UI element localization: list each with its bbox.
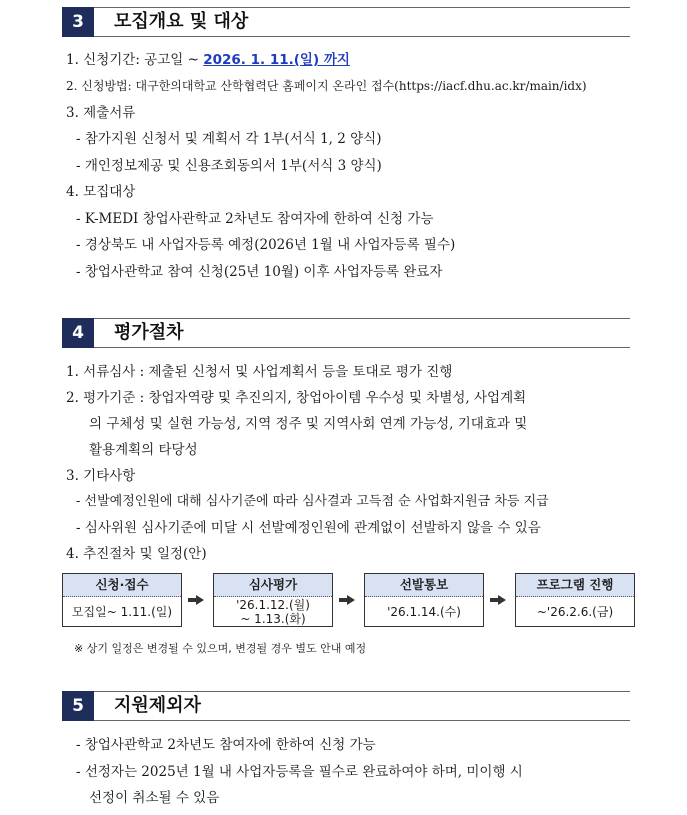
apply-deadline: 2026. 1. 11.(일) 까지 [203, 52, 350, 68]
section-title: 모집개요 및 대상 [114, 11, 249, 32]
exclusion-item-2: - 선정자는 2025년 1월 내 사업자등록을 필수로 완료하여야 하며, 미이행 시 [76, 764, 523, 780]
flow-step-date: '26.1.12.(월) ~ 1.13.(화) [236, 598, 310, 626]
documents-item-2: - 개인정보제공 및 신용조회동의서 1부(서식 3 양식) [76, 158, 382, 174]
flow-step-apply [62, 573, 182, 627]
documents-item-1: - 참가지원 신청서 및 계획서 각 1부(서식 1, 2 양식) [76, 131, 382, 147]
apply-method: 2. 신청방법: 대구한의대학교 산학협력단 홈페이지 온라인 접수(https://iacf.dhu.ac.kr/main/idx) [66, 79, 587, 93]
target-heading: 4. 모집대상 [66, 184, 136, 200]
criteria-line-2: 의 구체성 및 실현 가능성, 지역 정주 및 지역사회 연계 가능성, 기대효과 및 [89, 416, 528, 432]
section-number: 4 [62, 318, 94, 348]
section-4-header [62, 318, 630, 348]
apply-period-label: 1. 신청기간: 공고일 ~ [66, 52, 204, 68]
schedule-heading: 4. 추진절차 및 일정(안) [66, 546, 207, 562]
flow-step-date: ~'26.2.6.(금) [536, 605, 614, 619]
documents-heading: 3. 제출서류 [66, 105, 136, 121]
flow-step-program [515, 573, 635, 627]
arrow-right-icon [339, 595, 355, 605]
criteria-line-1: 2. 평가기준 : 창업자역량 및 추진의지, 창업아이템 우수성 및 차별성, 사업계획 [66, 390, 527, 406]
other-heading: 3. 기타사항 [66, 468, 136, 484]
section-title: 지원제외자 [114, 695, 201, 716]
flow-step-date: '26.1.14.(수) [387, 605, 461, 619]
section-3-header [62, 7, 630, 37]
other-item-1: - 선발예정인원에 대해 심사기준에 따라 심사결과 고득점 순 사업화지원금 차등 지급 [76, 494, 549, 509]
doc-review: 1. 서류심사 : 제출된 신청서 및 사업계획서 등을 토대로 평가 진행 [66, 364, 453, 380]
section-number: 5 [62, 691, 94, 721]
target-item-1: - K-MEDI 창업사관학교 2차년도 참여자에 한하여 신청 가능 [76, 211, 434, 227]
flow-step-notice [364, 573, 484, 627]
flow-step-date: 모집일~ 1.11.(일) [71, 605, 173, 619]
flow-step-title: 프로그램 진행 [516, 574, 634, 597]
schedule-note: ※ 상기 일정은 변경될 수 있으며, 변경될 경우 별도 안내 예정 [74, 642, 367, 655]
apply-period [66, 51, 350, 69]
section-title: 평가절차 [114, 322, 184, 343]
flow-step-title: 심사평가 [214, 574, 332, 597]
section-5-header [62, 691, 630, 721]
arrow-right-icon [188, 595, 204, 605]
flow-step-title: 신청·접수 [63, 574, 181, 597]
criteria-line-3: 활용계획의 타당성 [89, 442, 198, 458]
exclusion-item-2-cont: 선정이 취소될 수 있음 [89, 790, 220, 806]
other-item-2: - 심사위원 심사기준에 미달 시 선발예정인원에 관계없이 선발하지 않을 수 있음 [76, 520, 541, 536]
target-item-3: - 창업사관학교 참여 신청(25년 10월) 이후 사업자등록 완료자 [76, 264, 443, 280]
arrow-right-icon [490, 595, 506, 605]
exclusion-item-1: - 창업사관학교 2차년도 참여자에 한하여 신청 가능 [76, 737, 376, 753]
target-item-2: - 경상북도 내 사업자등록 예정(2026년 1월 내 사업자등록 필수) [76, 237, 456, 253]
flow-step-title: 선발통보 [365, 574, 483, 597]
flow-step-review [213, 573, 333, 627]
section-number: 3 [62, 7, 94, 37]
